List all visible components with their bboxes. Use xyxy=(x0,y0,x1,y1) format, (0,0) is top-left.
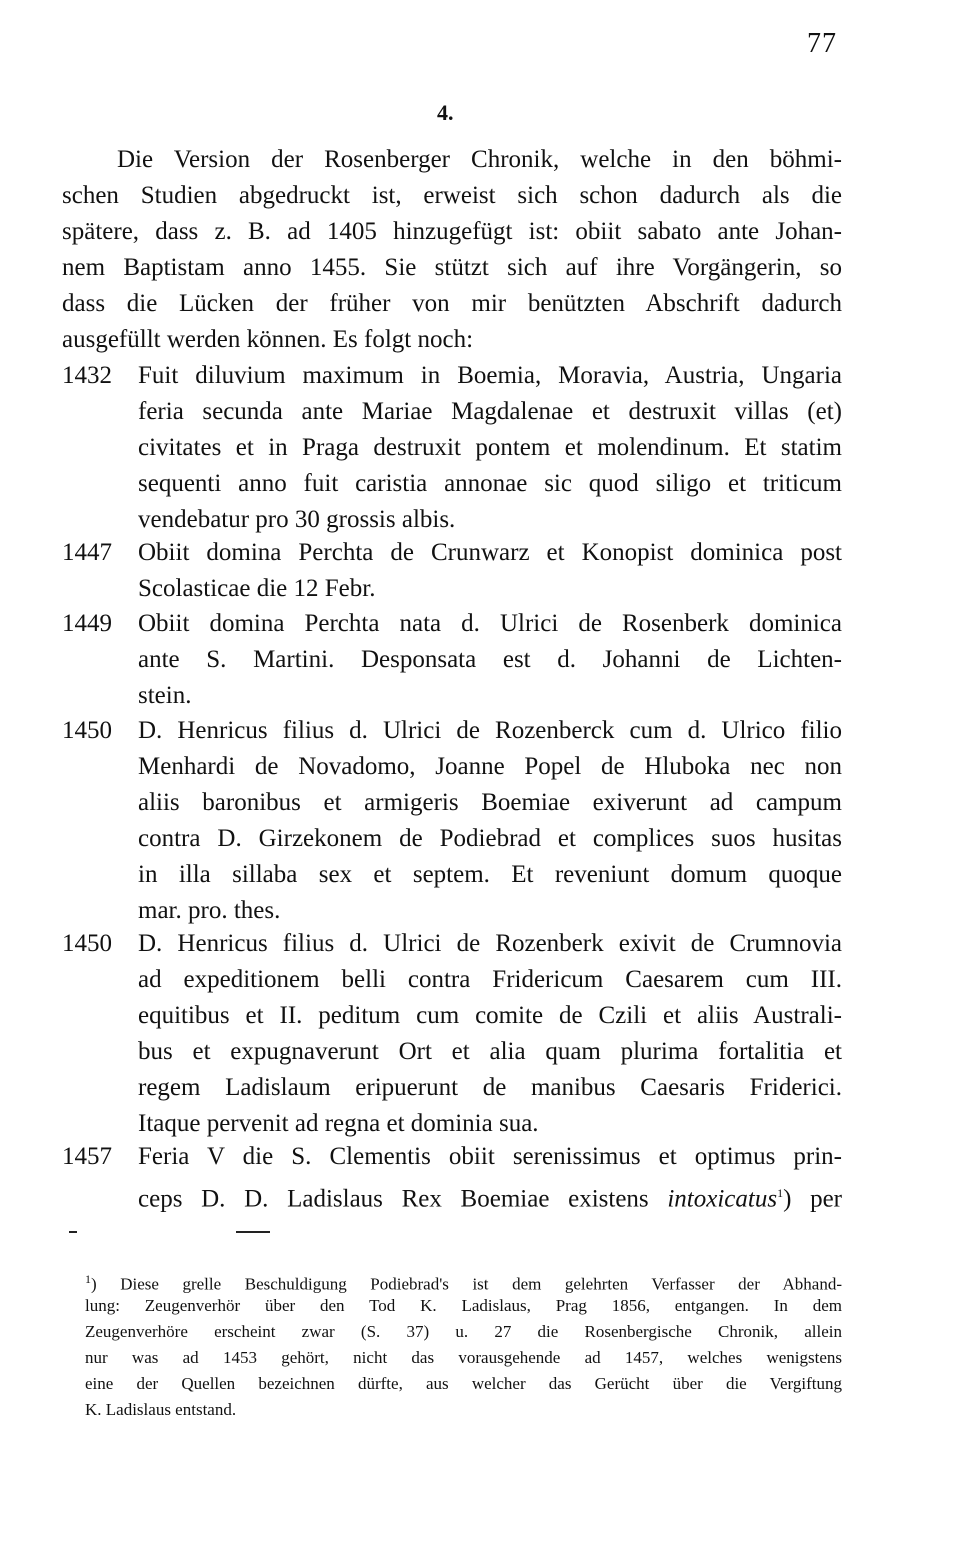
entry-year: 1447 xyxy=(62,539,112,566)
footnote-line: Zeugenverhöre erscheint zwar (S. 37) u. 27 die Rosenbergische Chronik, allein xyxy=(85,1322,842,1341)
intro-line: ausgefüllt werden können. Es folgt noch: xyxy=(62,326,474,353)
intro-line: spätere, dass z. B. ad 1405 hinzugefügt ist: obiit sabato ante Johan- xyxy=(62,218,842,245)
entry-year: 1457 xyxy=(62,1143,112,1170)
entry-line: aliis baronibus et armigeris Boemiae exiverunt ad campum xyxy=(138,789,842,816)
entry-line: feria secunda ante Mariae Magdalenae et destruxit villas (et) xyxy=(138,398,842,425)
intro-line: dass die Lücken der früher von mir benützten Abschrift dadurch xyxy=(62,290,842,317)
entry-line: Fuit diluvium maximum in Boemia, Moravia, Austria, Ungaria xyxy=(138,362,842,389)
entry-line-with-italic xyxy=(138,1176,842,1216)
entry-line: Itaque pervenit ad regna et dominia sua. xyxy=(138,1110,539,1137)
entry-line: vendebatur pro 30 grossis albis. xyxy=(138,506,456,533)
footnote-line: lung: Zeugenverhör über den Tod K. Ladislaus, Prag 1856, entgangen. In dem xyxy=(85,1296,842,1315)
entry-line: bus et expugnaverunt Ort et alia quam plurima fortalitia et xyxy=(138,1038,842,1065)
footnote-mark: 1 xyxy=(85,1272,91,1286)
entry-year: 1449 xyxy=(62,610,112,637)
entry-year: 1432 xyxy=(62,362,112,389)
entry-line: civitates et in Praga destruxit pontem et molendinum. Et statim xyxy=(138,434,842,461)
entry-line: ad expeditionem belli contra Fridericum Caesarem cum III. xyxy=(138,966,842,993)
entry-line: contra D. Girzekonem de Podiebrad et complices suos husitas xyxy=(138,825,842,852)
entry-line: Menhardi de Novadomo, Joanne Popel de Hluboka nec non xyxy=(138,753,842,780)
footnote-separator-right xyxy=(236,1231,270,1233)
entry-line: equitibus et II. peditum cum comite de Czili et aliis Australi- xyxy=(138,1002,842,1029)
entry-line: Scolasticae die 12 Febr. xyxy=(138,575,376,602)
entry-line: mar. pro. thes. xyxy=(138,897,281,924)
footnote-line: K. Ladislaus entstand. xyxy=(85,1400,237,1419)
entry-line-text: ceps D. D. Ladislaus Rex Boemiae existens xyxy=(138,1185,668,1213)
entry-line: Obiit domina Perchta de Crunwarz et Konopist dominica post xyxy=(138,539,842,566)
entry-year: 1450 xyxy=(62,717,112,744)
entry-line: in illa sillaba sex et septem. Et reveniunt domum quoque xyxy=(138,861,842,888)
entry-line: regem Ladislaum eripuerunt de manibus Caesaris Friderici. xyxy=(138,1074,842,1101)
entry-line: Obiit domina Perchta nata d. Ulrici de Rosenberk dominica xyxy=(138,610,842,637)
entry-line-text: ) per xyxy=(783,1185,842,1213)
footnote-line xyxy=(85,1268,842,1296)
intro-line: Die Version der Rosenberger Chronik, welche in den böhmi- xyxy=(117,146,842,173)
footnote-line: nur was ad 1453 gehört, nicht das vorausgehende ad 1457, welches wenigstens xyxy=(85,1348,842,1367)
intro-line: nem Baptistam anno 1455. Sie stützt sich auf ihre Vorgängerin, so xyxy=(62,254,842,281)
entry-year: 1450 xyxy=(62,930,112,957)
footnote-separator-left xyxy=(69,1231,77,1233)
page-number: 77 xyxy=(807,28,837,59)
entry-line: D. Henricus filius d. Ulrici de Rozenberck cum d. Ulrico filio xyxy=(138,717,842,744)
entry-line: D. Henricus filius d. Ulrici de Rozenberk exivit de Crumnovia xyxy=(138,930,842,957)
footnote-line-text: ) Diese grelle Beschuldigung Podiebrad's ist dem gelehrten Verfasser der Abhand- xyxy=(91,1274,842,1294)
footnote-line: eine der Quellen bezeichnen dürfte, aus welcher das Gerücht über die Vergiftung xyxy=(85,1374,842,1393)
entry-line: Feria V die S. Clementis obiit serenissimus et optimus prin- xyxy=(138,1143,842,1170)
entry-line: sequenti anno fuit caristia annonae sic quod siligo et triticum xyxy=(138,470,842,497)
entry-line: ante S. Martini. Desponsata est d. Johanni de Lichten- xyxy=(138,646,842,673)
footnote-reference[interactable]: 1 xyxy=(777,1186,784,1200)
italic-term: intoxicatus xyxy=(667,1185,778,1213)
section-mark: 4. xyxy=(437,100,454,125)
entry-line: stein. xyxy=(138,682,192,709)
intro-line: schen Studien abgedruckt ist, erweist sich schon dadurch als die xyxy=(62,182,842,209)
